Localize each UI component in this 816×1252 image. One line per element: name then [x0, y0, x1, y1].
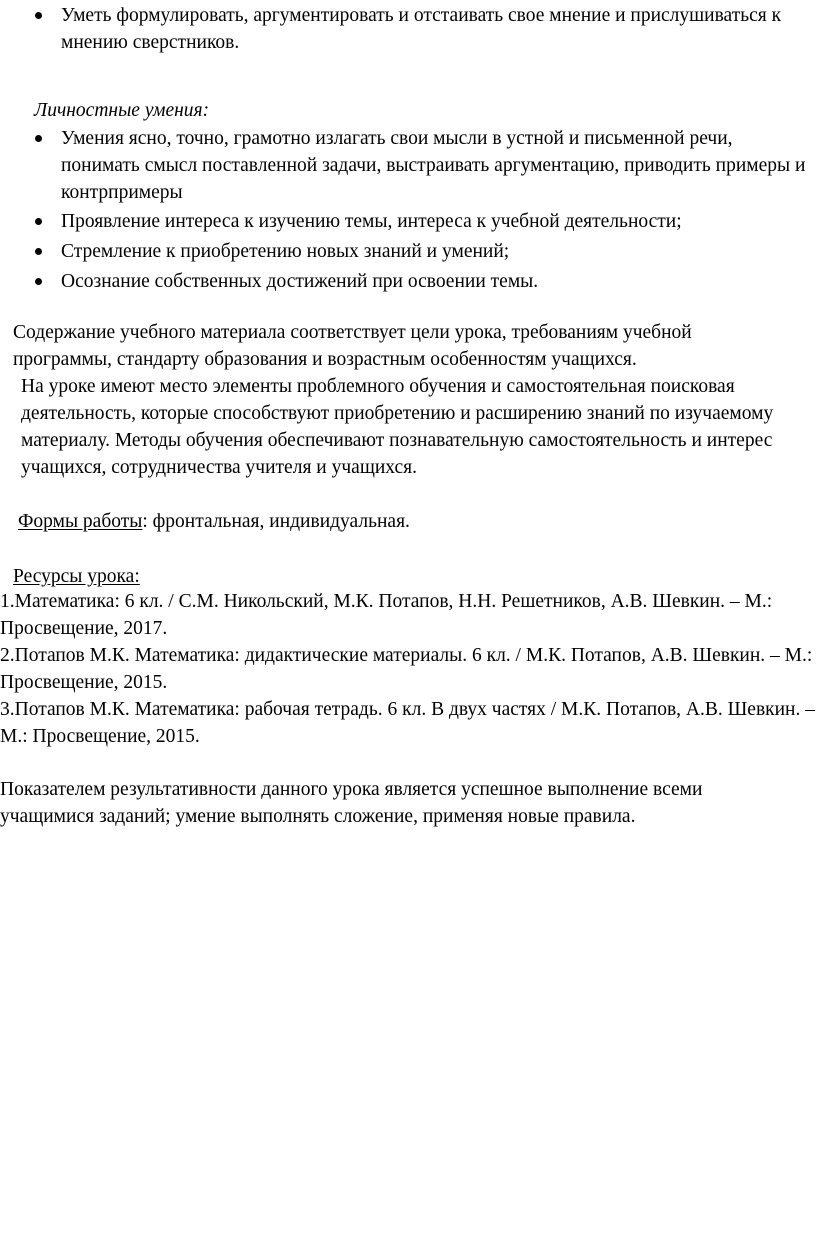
resources-list: [0, 588, 816, 750]
work-forms-text: : фронтальная, индивидуальная.: [142, 511, 410, 532]
bullet-text: Осознание собственных достижений при освоении темы.: [61, 271, 539, 292]
intro-bullet-list: [61, 2, 806, 56]
list-item: [61, 125, 806, 206]
bullet-icon: [35, 248, 42, 255]
personal-skills-heading: Личностные умения:: [34, 100, 210, 121]
resources-heading: Ресурсы урока:: [13, 566, 140, 587]
bullet-icon: [35, 218, 42, 225]
list-item: [61, 2, 806, 56]
resource-item: 1.Математика: 6 кл. / С.М. Никольский, М.К. Потапов, Н.Н. Решетников, А.В. Шевкин. – М.: Просвещение, 2017.: [0, 591, 773, 639]
list-item: [61, 268, 806, 295]
work-forms-line: [13, 508, 410, 535]
content-paragraph: Содержание учебного материала соответствует цели урока, требованиям учебной программы, стандарту образования и возрастным особенностям учащихся.: [13, 322, 692, 370]
resource-item: 2.Потапов М.К. Математика: дидактические материалы. 6 кл. / М.К. Потапов, А.В. Шевкин. – М.: Просвещение, 2015.: [0, 645, 813, 693]
list-item: [61, 208, 806, 235]
work-forms-label: Формы работы: [18, 511, 143, 532]
conclusion-paragraph: Показателем результативности данного урока является успешное выполнение всеми учащимися заданий; умение выполнять сложение, применяя новые правила.: [0, 779, 703, 827]
list-item: [61, 238, 806, 265]
methods-paragraph: На уроке имеют место элементы проблемного обучения и самостоятельная поисковая деятельность, которые способствуют приобретению и расширению знаний по изучаемому материалу. Методы обучения обеспечивают познавательную самостоятельность и интерес учащихся, сотрудничества учителя и учащихся.: [21, 376, 774, 478]
personal-skills-list: [61, 125, 806, 295]
bullet-icon: [35, 12, 42, 19]
resource-item: 3.Потапов М.К. Математика: рабочая тетрадь. 6 кл. В двух частях / М.К. Потапов, А.В. Шевкин. – М.: Просвещение, 2015.: [0, 699, 815, 747]
bullet-text: Стремление к приобретению новых знаний и умений;: [61, 241, 510, 262]
bullet-icon: [35, 278, 42, 285]
bullet-text: Проявление интереса к изучению темы, интереса к учебной деятельности;: [61, 211, 682, 232]
bullet-icon: [35, 135, 42, 142]
bullet-text: Умения ясно, точно, грамотно излагать свои мысли в устной и письменной речи, понимать смысл поставленной задачи, выстраивать аргументацию, приводить примеры и контрпримеры: [61, 128, 806, 203]
bullet-text: Уметь формулировать, аргументировать и отстаивать свое мнение и прислушиваться к мнению сверстников.: [61, 5, 782, 53]
